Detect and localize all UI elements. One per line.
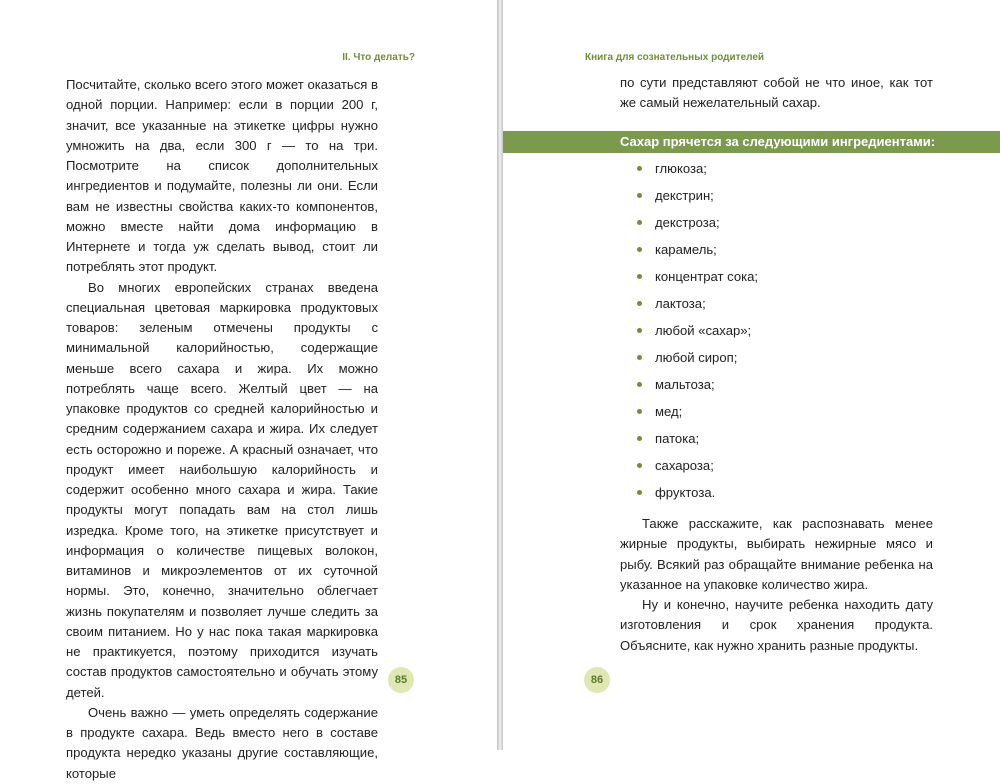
list-item — [637, 456, 758, 483]
ingredient-label: концентрат сока; — [655, 269, 759, 284]
bullet-icon — [637, 220, 642, 225]
list-item — [637, 321, 758, 348]
right-page — [503, 0, 1000, 750]
bullet-icon — [637, 193, 642, 198]
bullet-icon — [637, 355, 642, 360]
ingredient-label: карамель; — [655, 242, 717, 257]
ingredient-label: мальтоза; — [655, 377, 715, 392]
body-text — [66, 75, 378, 784]
ingredient-label: сахароза; — [655, 458, 714, 473]
body-text — [620, 514, 933, 656]
list-item — [637, 402, 758, 429]
left-page — [0, 0, 497, 781]
section-band — [503, 131, 1000, 153]
ingredient-label: глюкоза; — [655, 161, 707, 176]
bullet-icon — [637, 247, 642, 252]
ingredient-label: любой сироп; — [655, 350, 738, 365]
list-item — [637, 429, 758, 456]
list-item — [637, 483, 758, 510]
ingredient-label: лактоза; — [655, 296, 706, 311]
paragraph: Посчитайте, сколько всего этого может оказаться в одной порции. Например: если в порции 200 г, значит, все указанные на этикетке цифры нужно умножить на два, если 300 г — то на три. Посмотрите на список дополнительных ингредиентов и подумайте, полезны ли они. Если вам не известны свойства каких-то компонентов, можно вместе найти дома информацию в Интернете и тогда уж сделать вывод, стоит ли потреблять этот продукт. — [66, 77, 378, 275]
running-head: II. Что делать? — [342, 52, 415, 63]
page-number: 86 — [584, 667, 610, 693]
bullet-icon — [637, 463, 642, 468]
ingredient-label: декстроза; — [655, 215, 720, 230]
paragraph: Во многих европейских странах введена специальная цветовая маркировка продуктовых товаров: зеленым отмечены продукты с минимальной калорийностью, содержащие меньше всего сахара и жира. Их можно потреблять чаще всего. Желтый цвет — на упаковке продуктов со средней калорийностью и средним содержанием сахара и жира. Их следует есть осторожно и пореже. А красный означает, что продукт имеет наибольшую калорийность и содержит особенно много сахара и жира. Такие продукты могут попадать вам на стол лишь изредка. Кроме того, на этикетке присутствует и информация о количестве пищевых волокон, витаминов и микроэлементов от их суточной нормы. Это, конечно, значительно облегчает жизнь покупателям и позволяет лучше следить за своим питанием. Но у нас пока такая маркировка не практикуется, поэтому приходится изучать состав продуктов самостоятельно и обучать этому детей. — [66, 279, 378, 700]
running-head: Книга для сознательных родителей — [585, 52, 765, 63]
body-text — [620, 73, 933, 114]
bullet-icon — [637, 436, 642, 441]
list-item — [637, 348, 758, 375]
paragraph: Очень важно — уметь определять содержание в продукте сахара. Ведь вместо него в составе продукта нередко указаны другие составляющие, которые — [66, 704, 378, 781]
ingredient-label: мед; — [655, 404, 683, 419]
list-item — [637, 294, 758, 321]
bullet-icon — [637, 166, 642, 171]
bullet-icon — [637, 382, 642, 387]
bullet-icon — [637, 274, 642, 279]
list-item — [637, 159, 758, 186]
bullet-icon — [637, 409, 642, 414]
bullet-icon — [637, 301, 642, 306]
ingredient-label: патока; — [655, 431, 700, 446]
list-item — [637, 213, 758, 240]
list-item — [637, 240, 758, 267]
page-number: 85 — [388, 667, 414, 693]
list-item — [637, 186, 758, 213]
paragraph: по сути представляют собой не что иное, как тот же самый нежелательный сахар. — [620, 75, 933, 111]
ingredient-label: фруктоза. — [655, 485, 716, 500]
list-item — [637, 375, 758, 402]
bullet-icon — [637, 490, 642, 495]
paragraph: Ну и конечно, научите ребенка находить дату изготовления и срок хранения продукта. Объясните, как нужно хранить разные продукты. — [620, 597, 933, 653]
ingredient-label: декстрин; — [655, 188, 714, 203]
bullet-icon — [637, 328, 642, 333]
ingredient-list — [637, 159, 758, 510]
section-band-title: Сахар прячется за следующими ингредиентами: — [620, 134, 936, 149]
paragraph: Также расскажите, как распознавать менее жирные продукты, выбирать нежирные мясо и рыбу. Всякий раз обращайте внимание ребенка на указанное на упаковке количество жира. — [620, 516, 933, 592]
ingredient-label: любой «сахар»; — [655, 323, 752, 338]
list-item — [637, 267, 758, 294]
